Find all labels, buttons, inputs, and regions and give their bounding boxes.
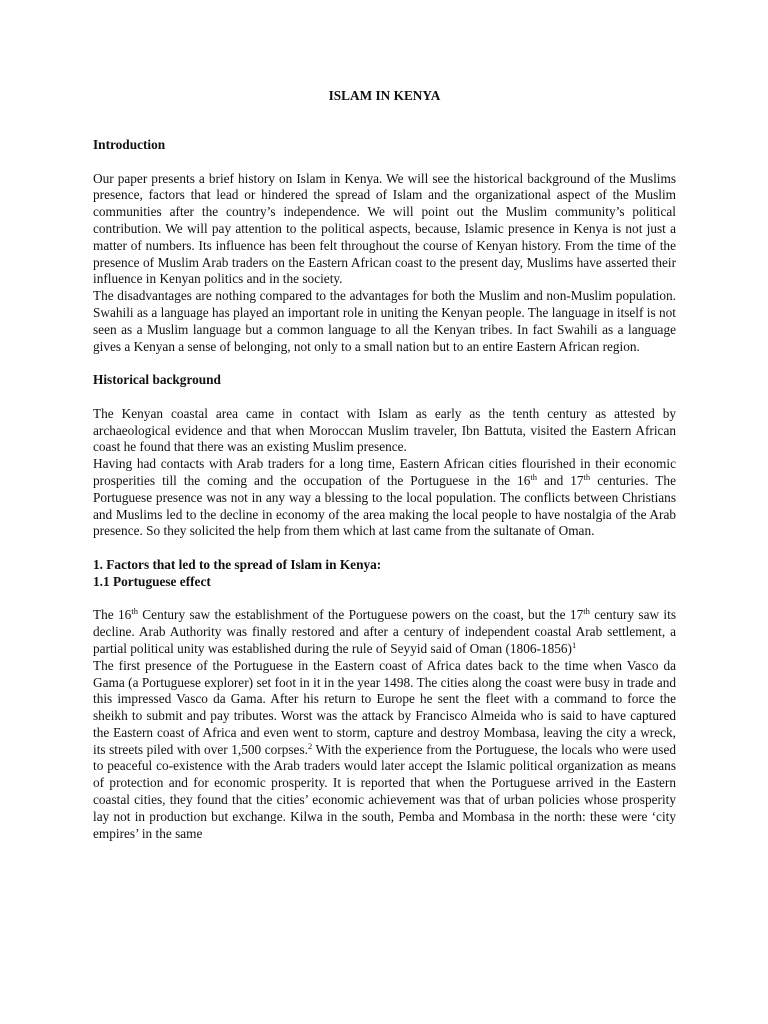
heading-factors: 1. Factors that led to the spread of Islam in Kenya:	[93, 556, 382, 572]
superscript: th	[131, 606, 138, 617]
superscript: th	[530, 471, 537, 482]
text-run: The 16	[93, 607, 132, 623]
text-run: Century saw the establishment of the Portuguese powers on the coast, but the 17	[137, 607, 584, 623]
paragraph-introduction-2: The disadvantages are nothing compared to the advantages for both the Muslim and non-Muslim population. Swahili as a language has played an important role in uniting the Kenyan people. The language in itself is not seen as a Muslim language but a common language to all the Kenyan tribes. In fact Swahili as a language gives a Kenyan a sense of belonging, not only to a small nation but to an entire Eastern African region.	[93, 288, 676, 354]
spacer	[93, 540, 676, 557]
text-run: With the experience from the Portuguese, the locals who were used to peaceful co-existence with the Arab traders would later accept the Islamic political organization as means of protection and for economic prosperity. It is reported that when the Portuguese arrived in the Eastern coastal cities, they found that the cities’ economic achievement was that of urban policies whose prosperity lay not in production but exchange. Kilwa in the south, Pemba and Mombasa in the north: these were ‘city empires’ in the same	[93, 741, 677, 841]
footnote-marker: 2	[307, 740, 313, 751]
text-run: The first presence of the Portuguese in the Eastern coast of Africa dates back to the time when Vasco da Gama (a Portuguese explorer) set foot in it in the year 1498. The cities along the coast were busy in trade and this impressed Vasco da Gama. After his return to Europe he sent the fleet with a command to force the sheikh to submit and pay tributes. Worst was the attack by Francisco Almeida who is said to have captured the Eastern coast of Africa and even went to storm, capture and destroy Mombasa, leaving the city a wreck, its streets piled with over 1,500 corpses.	[93, 657, 676, 757]
text-run: centuries. The Portuguese presence was not in any way a blessing to the local population. The conflicts between Christians and Muslims led to the decline in economy of the area making the local people to have nostalgia of the Arab presence. So they solicited the help from them which at last came from the sultanate of Oman.	[93, 472, 676, 539]
footnote-marker: 1	[571, 639, 577, 650]
paragraph-portuguese-2	[93, 658, 676, 843]
subheading-portuguese-effect: 1.1 Portuguese effect	[93, 573, 211, 589]
paragraph-portuguese-1	[93, 607, 676, 657]
superscript: th	[583, 606, 590, 617]
heading-introduction: Introduction	[93, 137, 166, 152]
paragraph-historical-1: The Kenyan coastal area came in contact with Islam as early as the tenth century as attested by archaeological evidence and that when Moroccan Muslim traveler, Ibn Battuta, visited the Eastern African coast he found that there was an existing Muslim presence.	[93, 405, 676, 455]
spacer	[93, 154, 676, 171]
spacer	[93, 389, 676, 406]
text-run: century saw its decline. Arab Authority was finally restored and after a century of independent coastal Arab settlement, a partial political unity was established during the rule of Seyyid said of Oman (1806-1856)	[93, 607, 676, 656]
text-run: and 17	[536, 472, 584, 488]
document-title: ISLAM IN KENYA	[328, 88, 441, 103]
heading-historical-background: Historical background	[93, 372, 221, 388]
spacer	[93, 355, 676, 372]
superscript: th	[583, 471, 591, 482]
paragraph-historical-2	[93, 456, 676, 540]
spacer	[93, 591, 676, 608]
paragraph-introduction-1: Our paper presents a brief history on Islam in Kenya. We will see the historical background of the Muslims presence, factors that lead or hindered the spread of Islam and the organizational aspect of the Muslim communities after the country’s independence. We will point out the Muslim community’s political contribution. We will pay attention to the political aspects, because, Islamic presence in Kenya is not just a matter of numbers. Its influence has been felt throughout the course of Kenyan history. From the time of the presence of Muslim Arab traders on the Eastern African coast to the present day, Muslims have asserted their influence in Kenyan politics and in the society.	[93, 170, 676, 287]
text-run: Having had contacts with Arab traders for a long time, Eastern African cities flourished in their economic prosperities till the coming and the occupation of the Portuguese in the 16	[93, 456, 676, 488]
